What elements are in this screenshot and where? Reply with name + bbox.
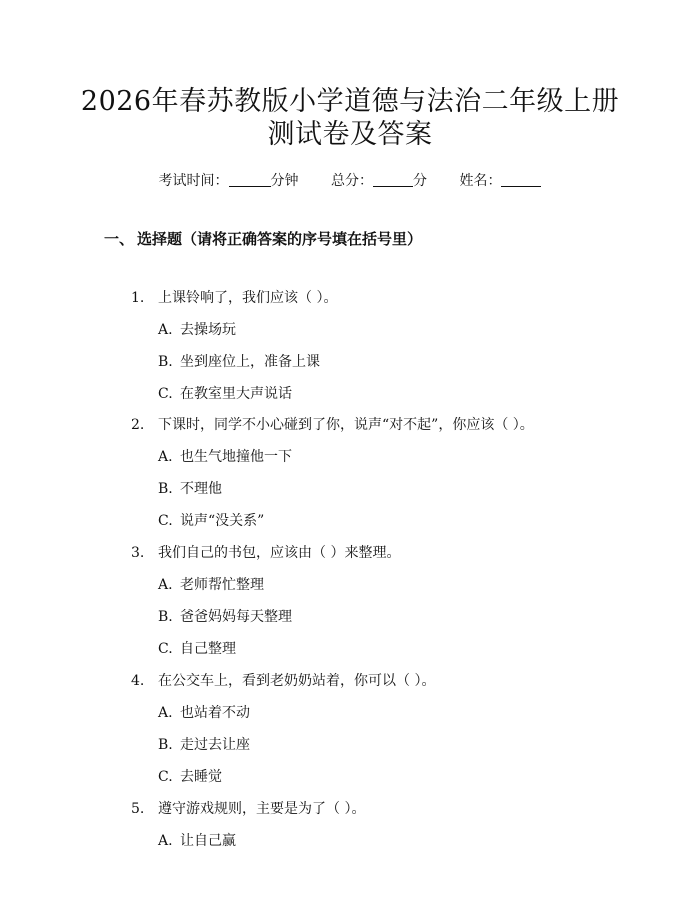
option-letter: B. — [158, 354, 173, 370]
page-title-line1: 2026年春苏教版小学道德与法治二年级上册 — [80, 86, 620, 117]
option-letter: A. — [158, 322, 173, 338]
total-score-label: 总分： — [331, 173, 373, 189]
question-4-option-a — [158, 703, 250, 723]
option-letter: B. — [158, 737, 173, 753]
question-text: 我们自己的书包，应该由（ ）来整理。 — [158, 545, 401, 561]
question-number: 3. — [131, 545, 145, 561]
question-1-option-c — [158, 384, 292, 404]
exam-time-unit: 分钟 — [270, 173, 299, 189]
option-text: 也站着不动 — [180, 705, 250, 721]
option-letter: C. — [158, 386, 173, 402]
option-letter: B. — [158, 481, 173, 497]
question-number: 2. — [131, 417, 145, 433]
question-number: 5. — [131, 801, 145, 817]
option-text: 自己整理 — [180, 641, 236, 657]
option-text: 爸爸妈妈每天整理 — [180, 609, 292, 625]
question-2-option-a — [158, 447, 292, 467]
option-letter: A. — [158, 833, 173, 849]
question-2 — [131, 415, 534, 435]
section-heading — [104, 228, 422, 249]
option-letter: B. — [158, 609, 173, 625]
question-1-option-b — [158, 352, 320, 372]
option-text: 老师帮忙整理 — [180, 577, 264, 593]
exam-info — [0, 170, 700, 190]
question-2-option-c — [158, 511, 264, 531]
question-number: 4. — [131, 673, 145, 689]
option-text: 让自己赢 — [180, 833, 236, 849]
question-3-option-c — [158, 639, 236, 659]
student-name-blank — [501, 172, 541, 187]
total-score-blank — [373, 172, 413, 187]
option-text: 去操场玩 — [180, 322, 236, 338]
question-4 — [131, 671, 435, 691]
question-1-option-a — [158, 320, 236, 340]
option-text: 说声“没关系” — [180, 513, 265, 529]
question-text: 在公交车上，看到老奶奶站着，你可以（ ）。 — [158, 673, 436, 689]
option-letter: A. — [158, 577, 173, 593]
question-5 — [131, 799, 365, 819]
page-title-line2: 测试卷及答案 — [267, 119, 433, 150]
question-5-option-a — [158, 831, 236, 851]
total-score — [331, 173, 431, 189]
option-text: 走过去让座 — [180, 737, 250, 753]
question-4-option-c — [158, 767, 222, 787]
option-letter: A. — [158, 449, 173, 465]
question-2-option-b — [158, 479, 222, 499]
option-letter: A. — [158, 705, 173, 721]
student-name-label: 姓名： — [459, 173, 502, 189]
option-text: 不理他 — [180, 481, 222, 497]
option-text: 也生气地撞他一下 — [180, 449, 292, 465]
question-text: 下课时，同学不小心碰到了你，说声“对不起”，你应该（ ）。 — [158, 417, 534, 433]
exam-time — [159, 173, 303, 189]
question-3 — [131, 543, 400, 563]
exam-time-label: 考试时间： — [158, 173, 229, 189]
option-letter: C. — [158, 641, 173, 657]
option-text: 在教室里大声说话 — [180, 386, 292, 402]
question-number: 1. — [131, 290, 145, 306]
option-letter: C. — [158, 513, 173, 529]
exam-time-blank — [229, 172, 271, 187]
total-score-unit: 分 — [413, 173, 427, 189]
option-text: 坐到座位上，准备上课 — [180, 354, 320, 370]
option-letter: C. — [158, 769, 173, 785]
question-3-option-a — [158, 575, 264, 595]
section-title: 选择题（请将正确答案的序号填在括号里） — [137, 230, 423, 248]
question-1 — [131, 288, 337, 308]
question-text: 上课铃响了，我们应该（ ）。 — [158, 290, 338, 306]
question-3-option-b — [158, 607, 292, 627]
question-text: 遵守游戏规则，主要是为了（ ）。 — [158, 801, 366, 817]
question-4-option-b — [158, 735, 250, 755]
section-number: 一、 — [104, 230, 135, 248]
student-name — [459, 173, 541, 189]
option-text: 去睡觉 — [180, 769, 222, 785]
